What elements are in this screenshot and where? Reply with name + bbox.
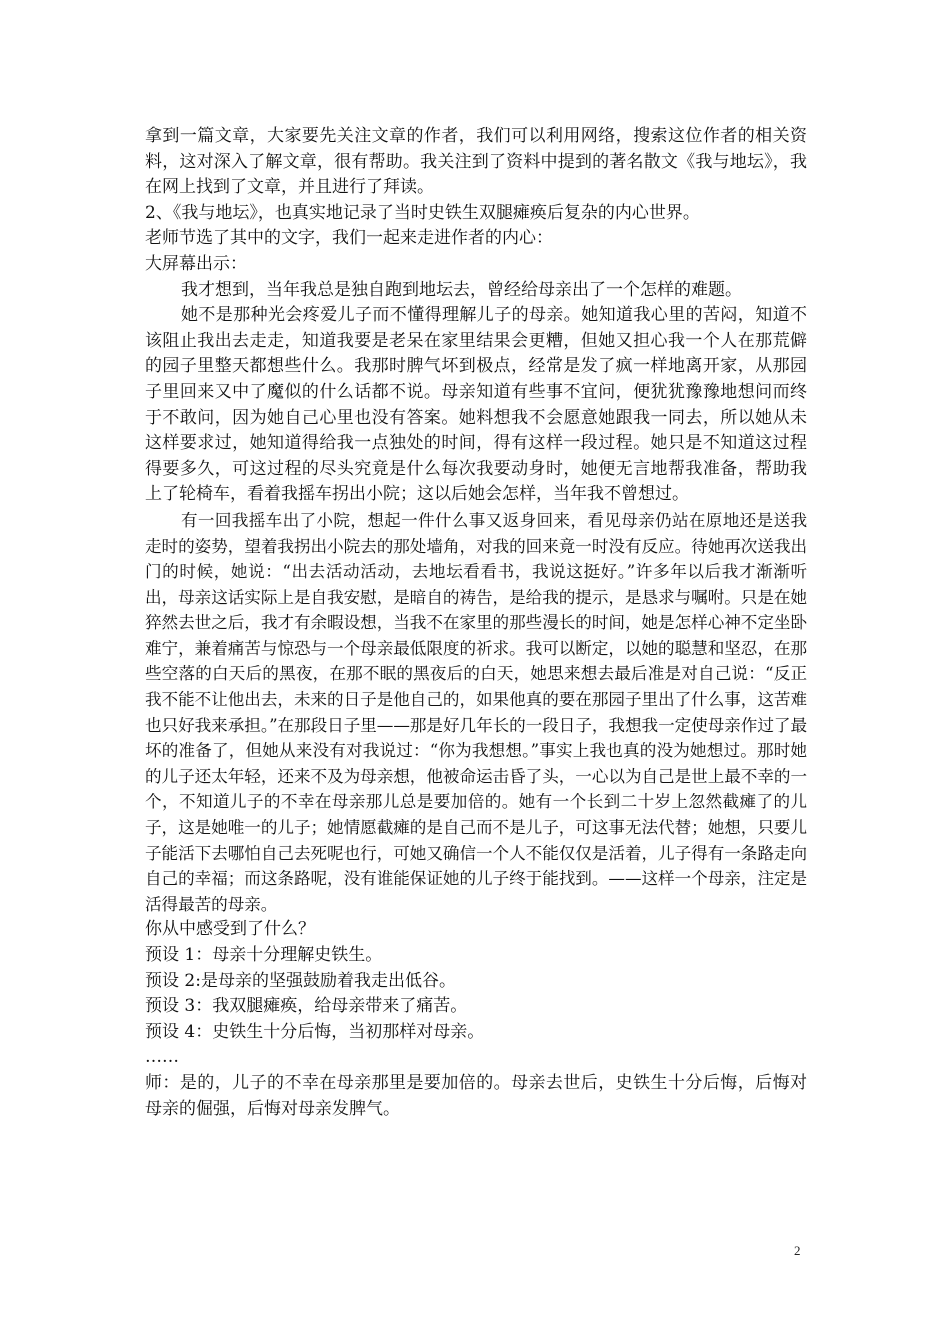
- preset-answer-1: 预设 1：母亲十分理解史铁生。: [145, 945, 383, 965]
- quote-paragraph-1: 我才想到，当年我总是独自跑到地坛去，曾经给母亲出了一个怎样的难题。: [181, 279, 742, 300]
- preset-answer-4: 预设 4：史铁生十分后悔，当初那样对母亲。: [145, 1021, 485, 1042]
- section-two-heading: 2、《我与地坛》，也真实地记录了当时史铁生双腿瘫痪后复杂的内心世界。: [145, 202, 700, 223]
- screen-display-label: 大屏幕出示：: [145, 253, 247, 274]
- discussion-question: 你从中感受到了什么？: [145, 919, 315, 940]
- ellipsis: ……: [145, 1047, 179, 1068]
- teacher-excerpt-note: 老师节选了其中的文字，我们一起来走进作者的内心：: [145, 228, 553, 249]
- quote-paragraph-2: 她不是那种光会疼爱儿子而不懂得理解儿子的母亲。她知道我心里的苦闷，知道不该阻止我出去走走，知道我要是老呆在家里结果会更糟，但她又担心我一个人在那荒僻的园子里整天都想些什么。我那时脾气坏到极点，经常是发了疯一样地离开家，从那园子里回来又中了魔似的什么话都不说。母亲知道有些事不宜问，便犹犹豫豫地想问而终于不敢问，因为她自己心里也没有答案。她料想我不会愿意她跟我一同去，所以她从未这样要求过，她知道得给我一点独处的时间，得有这样一段过程。她只是不知道这过程得要多久，可这过程的尽头究竟是什么每次我要动身时，她便无言地帮我准备，帮助我上了轮椅车，看着我摇车拐出小院；这以后她会怎样，当年我不曾想过。: [145, 305, 807, 505]
- quote-paragraph-3: 有一回我摇车出了小院，想起一件什么事又返身回来，看见母亲仍站在原地还是送我走时的姿势，望着我拐出小院去的那处墙角，对我的回来竟一时没有反应。待她再次送我出门的时候，她说：“出去活动活动，去地坛看看书，我说这挺好。”许多年以后我才渐渐听出，母亲这话实际上是自我安慰，是暗自的祷告，是给我的提示，是恳求与嘱咐。只是在她猝然去世之后，我才有余暇设想，当我不在家里的那些漫长的时间，她是怎样心神不定坐卧难宁，兼着痛苦与惊恐与一个母亲最低限度的祈求。我可以断定，以她的聪慧和坚忍，在那些空落的白天后的黑夜，在那不眠的黑夜后的白天，她思来想去最后准是对自己说：“反正我不能不让他出去，未来的日子是他自己的，如果他真的要在那园子里出了什么事，这苦难也只好我来承担。”在那段日子里——那是好几年长的一段日子，我想我一定使母亲作过了最坏的准备了，但她从来没有对我说过：“你为我想想。”事实上我也真的没为她想过。那时她的儿子还太年轻，还来不及为母亲想，他被命运击昏了头，一心以为自己是世上最不幸的一个，不知道儿子的不幸在母亲那儿总是要加倍的。她有一个长到二十岁上忽然截瘫了的儿子，这是她唯一的儿子；她情愿截瘫的是自己而不是儿子，可这事无法代替；她想，只要儿子能活下去哪怕自己去死呢也行，可她又确信一个人不能仅仅是活着，儿子得有一条路走向自己的幸福；而这条路呢，没有谁能保证她的儿子终于能找到。——这样一个母亲，注定是活得最苦的母亲。: [145, 510, 807, 914]
- preset-answer-3: 预设 3：我双腿瘫痪，给母亲带来了痛苦。: [145, 996, 468, 1017]
- page-number: 2: [794, 1243, 801, 1258]
- preset-answer-2: 预设 2:是母亲的坚强鼓励着我走出低谷。: [145, 970, 456, 991]
- intro-paragraph: 拿到一篇文章，大家要先关注文章的作者，我们可以利用网络，搜索这位作者的相关资料，这对深入了解文章，很有帮助。我关注到了资料中提到的著名散文《我与地坛》，我在网上找到了文章，并且进行了拜读。: [145, 126, 807, 198]
- page-body: [145, 124, 807, 1122]
- teacher-summary: 师：是的，儿子的不幸在母亲那里是要加倍的。母亲去世后，史铁生十分后悔，后悔对母亲的倔强，后悔对母亲发脾气。: [145, 1072, 807, 1119]
